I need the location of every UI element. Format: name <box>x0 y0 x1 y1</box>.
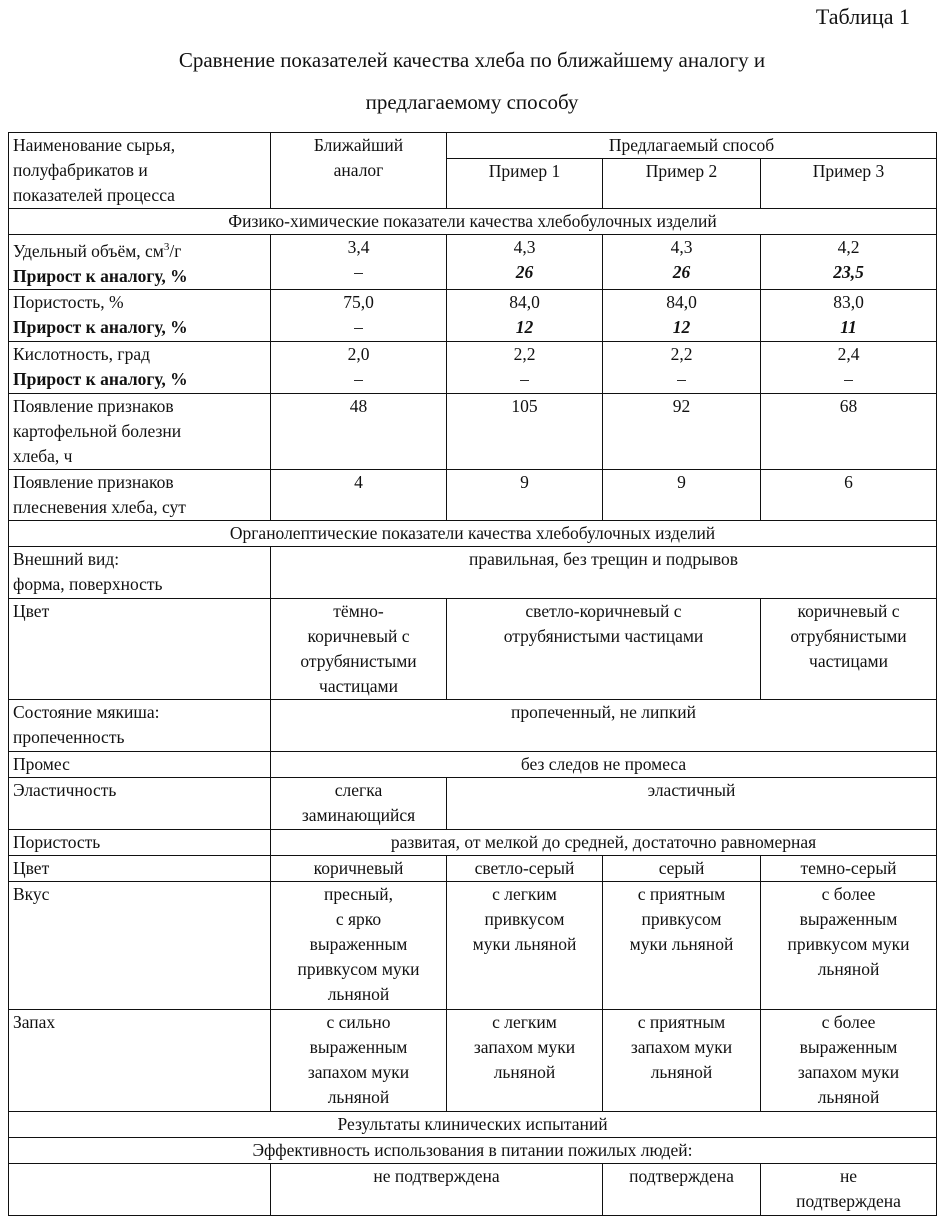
porosity-ex3-cell: 83,0 11 <box>761 289 937 341</box>
section-row-physchem <box>9 209 937 235</box>
acidity-label-cell: Кислотность, град Прирост к аналогу, % <box>9 341 271 393</box>
crumb-color-ex1: светло-серый <box>447 855 603 881</box>
header-name-line1: Наименование сырья, <box>13 135 176 155</box>
section-organoleptic: Органолептические показатели качества хлебобулочных изделий <box>9 520 937 546</box>
mold-ex1: 9 <box>447 469 603 520</box>
acidity-ex1-cell: 2,2 – <box>447 341 603 393</box>
potato-analog: 48 <box>271 393 447 469</box>
potato-ex3: 68 <box>761 393 937 469</box>
efficiency-label <box>9 1163 271 1215</box>
potato-label-cell: Появление признаков картофельной болезни хлеба, ч <box>9 393 271 469</box>
table-row-potato-disease <box>9 393 937 469</box>
section-physchem: Физико-химические показатели качества хлебобулочных изделий <box>9 209 937 235</box>
table-header-row <box>9 133 937 159</box>
volume-ex1-cell: 4,3 26 <box>447 235 603 290</box>
porosity-ex2-cell: 84,0 12 <box>603 289 761 341</box>
header-name-line2: полуфабрикатов и <box>13 160 148 180</box>
table-row-taste <box>9 881 937 1009</box>
taste-ex2-cell: с приятным привкусом муки льняной <box>603 881 761 1009</box>
volume-analog-cell: 3,4 – <box>271 235 447 290</box>
crumb-color-analog: коричневый <box>271 855 447 881</box>
section-row-efficiency <box>9 1137 937 1163</box>
smell-ex1-cell: с легким запахом муки льняной <box>447 1009 603 1111</box>
section-row-clinical <box>9 1111 937 1137</box>
taste-ex3-cell: с более выраженным привкусом муки льняной <box>761 881 937 1009</box>
header-name-cell <box>9 133 271 209</box>
table-row-crumb-color <box>9 855 937 881</box>
volume-label: Удельный объём, $см^3/г$ <box>13 240 182 261</box>
elasticity-analog-cell: слегка заминающийся <box>271 777 447 829</box>
volume-ex2-cell: 4,3 26 <box>603 235 761 290</box>
crumb-value: пропеченный, не липкий <box>271 699 937 751</box>
table-row-appearance <box>9 546 937 598</box>
table-number: Таблица 1 <box>815 4 910 29</box>
mold-analog: 4 <box>271 469 447 520</box>
color-ex12-cell: светло-коричневый с отрубянистыми частицами <box>447 598 761 699</box>
mold-label-cell: Появление признаков плесневения хлеба, сут <box>9 469 271 520</box>
table-title-line1: Сравнение показателей качества хлеба по ближайшему аналогу и <box>178 48 766 72</box>
table-row-porosity <box>9 289 937 341</box>
header-analog-line1: Ближайший <box>313 135 404 155</box>
header-analog-line2: аналог <box>333 160 384 180</box>
appearance-label-cell: Внешний вид: форма, поверхность <box>9 546 271 598</box>
color-ex3-cell: коричневый с отрубянистыми частицами <box>761 598 937 699</box>
comparison-table <box>8 132 937 1216</box>
crumb-color-ex2: серый <box>603 855 761 881</box>
header-proposed: Предлагаемый способ <box>447 133 937 159</box>
mold-ex3: 6 <box>761 469 937 520</box>
porosity-label-cell: Пористость, % Прирост к аналогу, % <box>9 289 271 341</box>
table-row-volume <box>9 235 937 290</box>
acidity-ex2-cell: 2,2 – <box>603 341 761 393</box>
smell-label: Запах <box>9 1009 271 1111</box>
header-example2: Пример 2 <box>603 159 761 209</box>
efficiency-ex2: подтверждена <box>603 1163 761 1215</box>
taste-label: Вкус <box>9 881 271 1009</box>
mold-ex2: 9 <box>603 469 761 520</box>
table-row-elasticity <box>9 777 937 829</box>
potato-ex1: 105 <box>447 393 603 469</box>
header-analog-cell <box>271 133 447 209</box>
porosity-ex1-cell: 84,0 12 <box>447 289 603 341</box>
porosity-org-label: Пористость <box>9 829 271 855</box>
volume-growth-label: Прирост к аналогу, % <box>13 265 188 286</box>
color-analog-cell: тёмно- коричневый с отрубянистыми частицами <box>271 598 447 699</box>
table-title-line2: предлагаемому способу <box>365 90 579 114</box>
taste-ex1-cell: с легким привкусом муки льняной <box>447 881 603 1009</box>
header-example1: Пример 1 <box>447 159 603 209</box>
color-label: Цвет <box>9 598 271 699</box>
crumb-label-cell: Состояние мякиша: пропеченность <box>9 699 271 751</box>
table-row-smell <box>9 1009 937 1111</box>
crumb-color-label: Цвет <box>9 855 271 881</box>
table-row-mold <box>9 469 937 520</box>
elasticity-value: эластичный <box>447 777 937 829</box>
crumb-color-ex3: темно-серый <box>761 855 937 881</box>
volume-label-cell <box>9 235 271 290</box>
section-clinical: Результаты клинических испытаний <box>9 1111 937 1137</box>
efficiency-analog-ex1: не подтверждена <box>271 1163 603 1215</box>
section-efficiency: Эффективность использования в питании пожилых людей: <box>9 1137 937 1163</box>
header-name-line3: показателей процесса <box>13 185 175 205</box>
table-row-acidity <box>9 341 937 393</box>
table-row-porosity-org <box>9 829 937 855</box>
table-row-efficiency <box>9 1163 937 1215</box>
promes-label: Промес <box>9 751 271 777</box>
acidity-analog-cell: 2,0 – <box>271 341 447 393</box>
smell-ex3-cell: с более выраженным запахом муки льняной <box>761 1009 937 1111</box>
smell-ex2-cell: с приятным запахом муки льняной <box>603 1009 761 1111</box>
section-row-organoleptic <box>9 520 937 546</box>
elasticity-label: Эластичность <box>9 777 271 829</box>
efficiency-ex3-cell: не подтверждена <box>761 1163 937 1215</box>
table-row-color <box>9 598 937 699</box>
table-row-crumb <box>9 699 937 751</box>
potato-ex2: 92 <box>603 393 761 469</box>
porosity-analog-cell: 75,0 – <box>271 289 447 341</box>
smell-analog-cell: с сильно выраженным запахом муки льняной <box>271 1009 447 1111</box>
taste-analog-cell: пресный, с ярко выраженным привкусом муки льняной <box>271 881 447 1009</box>
appearance-value: правильная, без трещин и подрывов <box>271 546 937 598</box>
header-example3: Пример 3 <box>761 159 937 209</box>
table-row-promes <box>9 751 937 777</box>
porosity-org-value: развитая, от мелкой до средней, достаточно равномерная <box>271 829 937 855</box>
promes-value: без следов не промеса <box>271 751 937 777</box>
acidity-ex3-cell: 2,4 – <box>761 341 937 393</box>
volume-ex3-cell: 4,2 23,5 <box>761 235 937 290</box>
